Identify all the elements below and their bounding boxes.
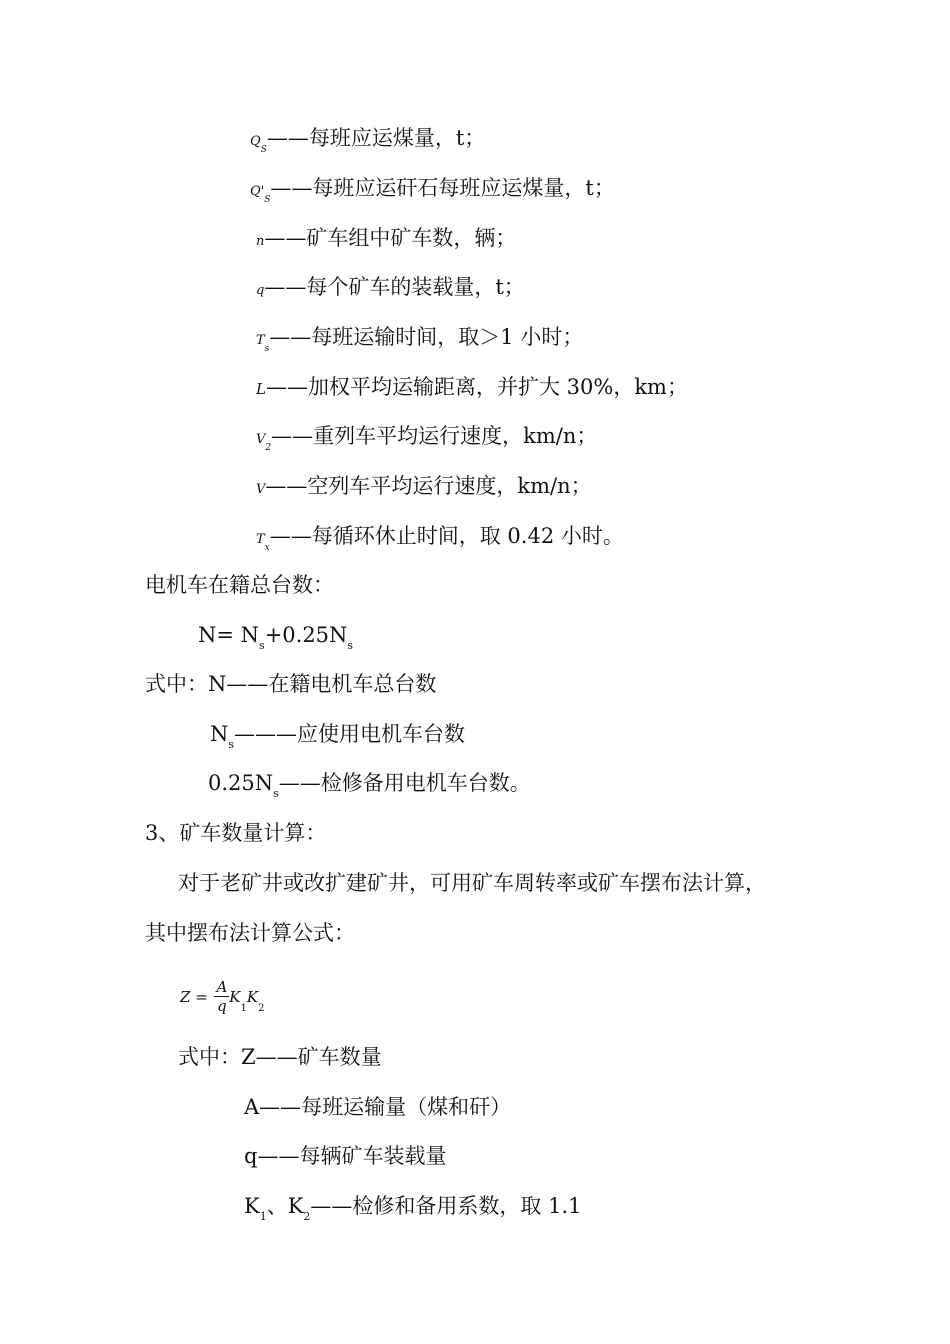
definition-l: L——加权平均运输距离，并扩大 30%，km；: [256, 375, 688, 399]
minecar-where-a: A——每班运输量（煤和矸）: [244, 1095, 512, 1119]
minecar-formula: Z = $\frac{A}{q}$ $K_1K_2$: [180, 978, 265, 1015]
definition-qs: $Q_S——$每班应运煤量，t；: [250, 126, 486, 155]
definition-v2: $V_2——$重列车平均运行速度，km/n；: [256, 424, 598, 453]
definition-qs-prime: $Q'_S——$每班应运矸石每班应运煤量，t；: [250, 176, 615, 205]
locomotive-heading: 电机车在籍总台数：: [145, 573, 334, 597]
section3-heading: 3、矿车数量计算：: [145, 821, 327, 845]
formula-fraction: $\frac{A}{q}$: [216, 978, 228, 1015]
definition-ts: $T_s——$每班运输时间，取＞1 小时；: [256, 325, 584, 354]
section3-paragraph-line1: 对于老矿井或改扩建矿井，可用矿车周转率或矿车摆布法计算，: [178, 871, 766, 895]
locomotive-formula: $N= N_s+0.25N_s$: [198, 623, 354, 652]
symbol-q: Q: [250, 134, 261, 149]
locomotive-ns: $N_s———$应使用电机车台数: [210, 722, 466, 751]
locomotive-where: 式中：N——在籍电机车总台数: [145, 672, 437, 696]
definition-tx: $T_x——$每循环休止时间，取 0.42 小时。: [256, 524, 624, 553]
section3-paragraph-line2: 其中摆布法计算公式：: [145, 921, 355, 945]
definition-q: q——每个矿车的装载量，t；: [256, 275, 525, 299]
definition-v: V——空列车平均运行速度，km/n；: [256, 474, 592, 498]
minecar-where-z: 式中：Z——矿车数量: [178, 1045, 382, 1069]
minecar-where-q: q——每辆矿车装载量: [244, 1144, 447, 1168]
locomotive-spare: $0.25N_s——$检修备用电机车台数。: [208, 771, 531, 800]
minecar-where-k: $K_1$、$K_2——$检修和备用系数，取 1.1: [244, 1194, 582, 1223]
definition-n: n——矿车组中矿车数，辆；: [256, 226, 517, 250]
